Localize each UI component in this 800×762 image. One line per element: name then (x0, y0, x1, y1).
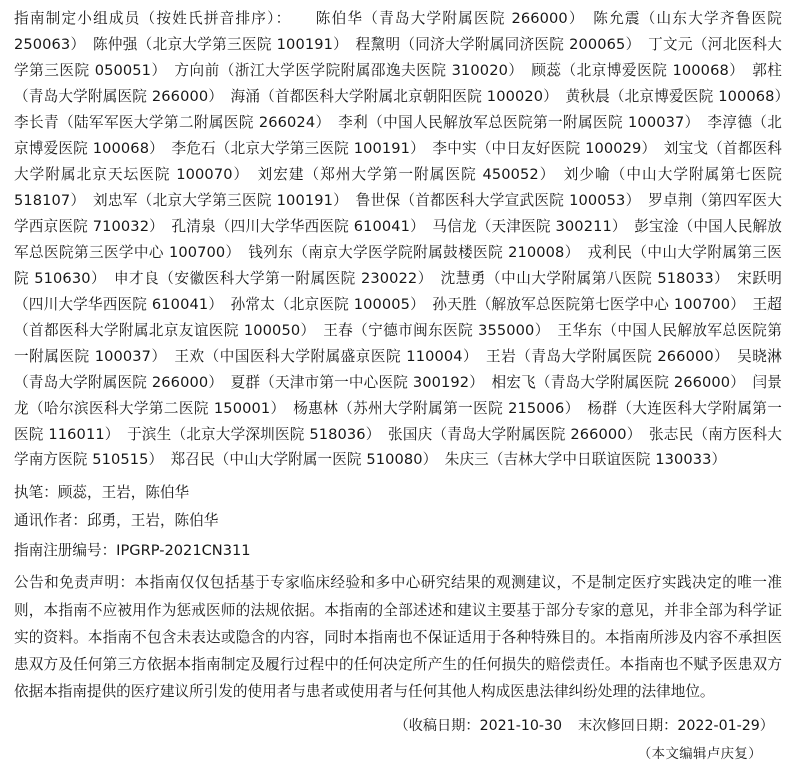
editor-line (14, 743, 762, 762)
executive-writer-line (14, 479, 782, 507)
received-date: （收稿日期：2021-10-30 (394, 718, 563, 735)
registration-label: 指南注册编号： (14, 542, 117, 560)
disclaimer-paragraph: 公告和免责声明：本指南仅仅包括基于专家临床经验和多中心研究结果的观测建议，不是制定医疗实践决定的唯一准则，本指南不应被用作为惩戒医师的法规依据。本指南的全部述述和建议主要基于部分专家的意见，并非全部为科学证实的资料。本指南不包含未表达或隐含的内容，同时本指南也不保证适用于各种特殊目的。本指南所涉及内容不承担医患双方及任何第三方依据本指南制定及履行过程中的任何决定所产生的任何损失的赔偿责任。本指南也不赋予医患双方依据本指南提供的医疗建议所引发的使用者与患者或使用者与任何其他人构成医患法律纠纷处理的法律地位。 (14, 574, 782, 701)
registration-line (14, 537, 782, 565)
corresponding-author-value: 邱勇，王岩，陈伯华 (86, 512, 219, 530)
editor-label: （本文编辑 (637, 747, 707, 762)
corresponding-author-label: 通讯作者： (14, 512, 87, 530)
guideline-members-paragraph: 指南制定小组成员（按姓氏拼音排序）： 陈伯华（青岛大学附属医院 266000） 陈允震（山东大学齐鲁医院 250063） 陈仲强（北京大学第三医院 100191） 程黧明（同济大学附属同济医院 200065） 丁文元（河北医科大学第三医院 050051） 方向前（浙江大学医学院附属邵逸夫医院 310020） 顾蕊（北京博爱医院 100068） 郭柱（青岛大学附属医院 266000） 海涌（首都医科大学附属北京朝阳医院 100020） 黄秋晨（北京博爱医院 100068） 李长青（陆军军医大学第二附属医院 266024） 李利（中国人民解放军总医院第一附属医院 100037） 李淳德（北京博爱医院 100068） 李危石（北京大学第三医院 100191） 李中实（中日友好医院 100029） 刘宝戈（首都医科大学附属北京天坛医院 100070） 刘宏建（郑州大学第一附属医院 450052） 刘少喻（中山大学附属第七医院 518107） 刘忠军（北京大学第三医院 100191） 鲁世保（首都医科大学宣武医院 100053） 罗卓荆（第四军医大学西京医院 710032） 孔清泉（四川大学华西医院 610041） 马信龙（天津医院 300211） 彭宝淦（中国人民解放军总医院第三医学中心 100700） 钱列东（南京大学医学院附属鼓楼医院 210008） 戎利民（中山大学附属第三医院 510630） 申才良（安徽医科大学第一附属医院 230022） 沈慧勇（中山大学附属第八医院 518033） 宋跃明（四川大学华西医院 610041） 孙常太（北京医院 100005） 孙天胜（解放军总医院第七医学中心 100700） 王超（首都医科大学附属北京友谊医院 100050） 王春（宁德市闽东医院 355000） 王华东（中国人民解放军总医院第一附属医院 100037） 王欢（中国医科大学附属盛京医院 110004） 王岩（青岛大学附属医院 266000） 吴晓淋（青岛大学附属医院 266000） 夏群（天津市第一中心医院 300192） 相宏飞（青岛大学附属医院 266000） 闫景龙（哈尔滨医科大学第二医院 150001） 杨惠林（苏州大学附属第一医院 215006） 杨群（大连医科大学附属第一医院 116011） 于滨生（北京大学深圳医院 518036） 张国庆（青岛大学附属医院 266000） 张志民（南方医科大学南方医院 510515） 郑召民（中山大学附属一医院 510080） 朱庆三（吉林大学中日联谊医院 130033） (14, 10, 797, 469)
revised-date: 末次修回日期：2022-01-29） (578, 718, 774, 735)
credits-group (14, 479, 782, 535)
executive-writer-label: 执笔： (14, 484, 58, 502)
dates-line (14, 715, 774, 735)
editor-name: 卢庆复） (706, 747, 762, 762)
corresponding-author-line (14, 507, 782, 535)
registration-number: IPGRP-2021CN311 (116, 542, 251, 560)
executive-writer-value: 顾蕊，王岩，陈伯华 (57, 484, 190, 502)
